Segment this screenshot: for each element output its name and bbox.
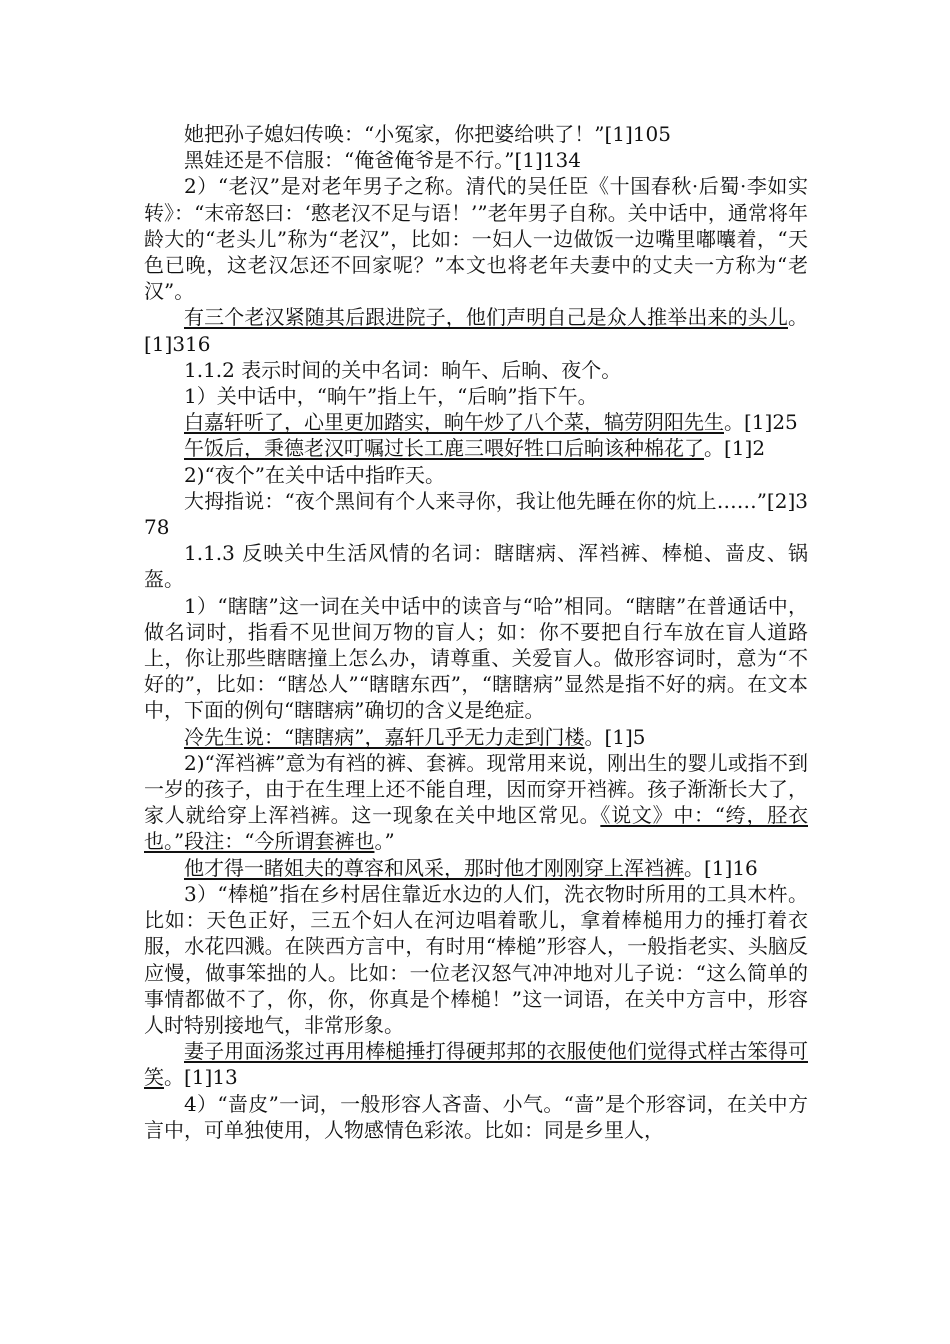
body-text: 1）“瞎瞎”这一词在关中话中的读音与“哈”相同。“瞎瞎”在普通话中，做名词时，指看不见世间万物的盲人；如：你不要把自行车放在盲人道路上，你让那些瞎瞎撞上怎么办，请尊重、关爱盲人。做形容词时，意为“不好的”，比如：“瞎怂人”“瞎瞎东西”，“瞎瞎病”显然是指不好的病。在文本中，下面的例句“瞎瞎病”确切的含义是绝症。 xyxy=(144,593,808,723)
paragraph xyxy=(144,1091,808,1143)
quoted-example-text: 妻子用面汤浆过再用棒槌捶打得硬邦邦的衣服使他们觉得式样古笨得可笑 xyxy=(144,1039,808,1090)
body-text: 2)“夜个”在关中话中指昨天。 xyxy=(184,462,445,487)
quoted-example-text: 午饭后，秉德老汉叮嘱过长工鹿三喂好牲口后晌该种棉花了 xyxy=(184,436,704,461)
paragraph xyxy=(144,357,808,383)
body-text: 黑娃还是不信服：“俺爸俺爷是不行。”[1]134 xyxy=(184,148,581,173)
body-text: 。[1]316 xyxy=(144,305,808,356)
paragraph xyxy=(144,881,808,1038)
paragraph xyxy=(144,121,808,147)
document-body xyxy=(144,121,808,1143)
quoted-example-text: 白嘉轩听了，心里更加踏实，晌午炒了八个菜，犒劳阴阳先生 xyxy=(184,410,724,435)
body-text: 。” xyxy=(374,829,395,854)
paragraph xyxy=(144,147,808,173)
body-text: 1.1.2 表示时间的关中名词：晌午、后晌、夜个。 xyxy=(184,357,622,382)
body-text: 2）“老汉”是对老年男子之称。清代的吴任臣《十国春秋·后蜀·李如实转》：“末帝怒曰：‘憨老汉不足与语！’”老年男子自称。关中话中，通常将年龄大的“老头儿”称为“老汉”，比如：一妇人一边做饭一边嘴里嘟囔着，“天色已晚，这老汉怎还不回家呢？”本文也将老年夫妻中的丈夫一方称为“老汉”。 xyxy=(144,174,808,304)
body-text: 4）“啬皮”一词，一般形容人吝啬、小气。“啬”是个形容词，在关中方言中，可单独使用，人物感情色彩浓。比如：同是乡里人， xyxy=(144,1091,808,1142)
paragraph xyxy=(144,435,808,461)
paragraph xyxy=(144,488,808,540)
body-text: 。[1]16 xyxy=(684,855,758,880)
quoted-example-text: 他才得一睹姐夫的尊容和风采，那时他才刚刚穿上浑裆裤 xyxy=(184,855,684,880)
paragraph xyxy=(144,540,808,592)
quoted-example-text: 冷先生说：“瞎瞎病”，嘉轩几乎无力走到门楼 xyxy=(184,724,585,749)
body-text: 2)“浑裆裤”意为有裆的裤、套裤。现常用来说，刚出生的婴儿或指不到一岁的孩子，由于在生理上还不能自理，因而穿开裆裤。孩子渐渐长大了，家人就给穿上浑裆裤。这一现象在关中地区常见。 xyxy=(144,750,808,828)
body-text: 她把孙子媳妇传唤：“小冤家，你把婆给哄了！”[1]105 xyxy=(184,122,671,146)
paragraph xyxy=(144,173,808,304)
body-text: 3）“棒槌”指在乡村居住靠近水边的人们，洗衣物时所用的工具木杵。比如：天色正好，三五个妇人在河边唱着歌儿，拿着棒槌用力的捶打着衣服，水花四溅。在陕西方言中，有时用“棒槌”形容人，一般指老实、头脑反应慢，做事笨拙的人。比如：一位老汉怒气冲冲地对儿子说：“这么简单的事情都做不了，你，你，你真是个棒槌！”这一词语，在关中方言中，形容人时特别接地气，非常形象。 xyxy=(144,881,808,1037)
paragraph xyxy=(144,462,808,488)
quoted-example-text: 有三个老汉紧随其后跟进院子，他们声明自己是众人推举出来的头儿 xyxy=(184,305,788,330)
quoted-example-text: 《说文》中：“绔，胫衣也。”段注：“今所谓套裤也 xyxy=(144,803,808,854)
paragraph xyxy=(144,1038,808,1090)
body-text: 大拇指说：“夜个黑间有个人来寻你，我让他先睡在你的炕上……”[2]378 xyxy=(144,488,808,540)
paragraph xyxy=(144,304,808,356)
body-text: 。[1]5 xyxy=(584,724,646,749)
body-text: 。[1]25 xyxy=(724,410,798,435)
paragraph xyxy=(144,750,808,855)
body-text: 。[1]2 xyxy=(704,436,766,461)
paragraph xyxy=(144,409,808,435)
body-text: 1.1.3 反映关中生活风情的名词：瞎瞎病、浑裆裤、棒槌、啬皮、锅盔。 xyxy=(144,541,808,592)
body-text: 。[1]13 xyxy=(164,1065,238,1090)
body-text: 1）关中话中，“晌午”指上午，“后晌”指下午。 xyxy=(184,384,598,409)
paragraph xyxy=(144,593,808,724)
paragraph xyxy=(144,724,808,750)
paragraph xyxy=(144,383,808,409)
paragraph xyxy=(144,855,808,881)
